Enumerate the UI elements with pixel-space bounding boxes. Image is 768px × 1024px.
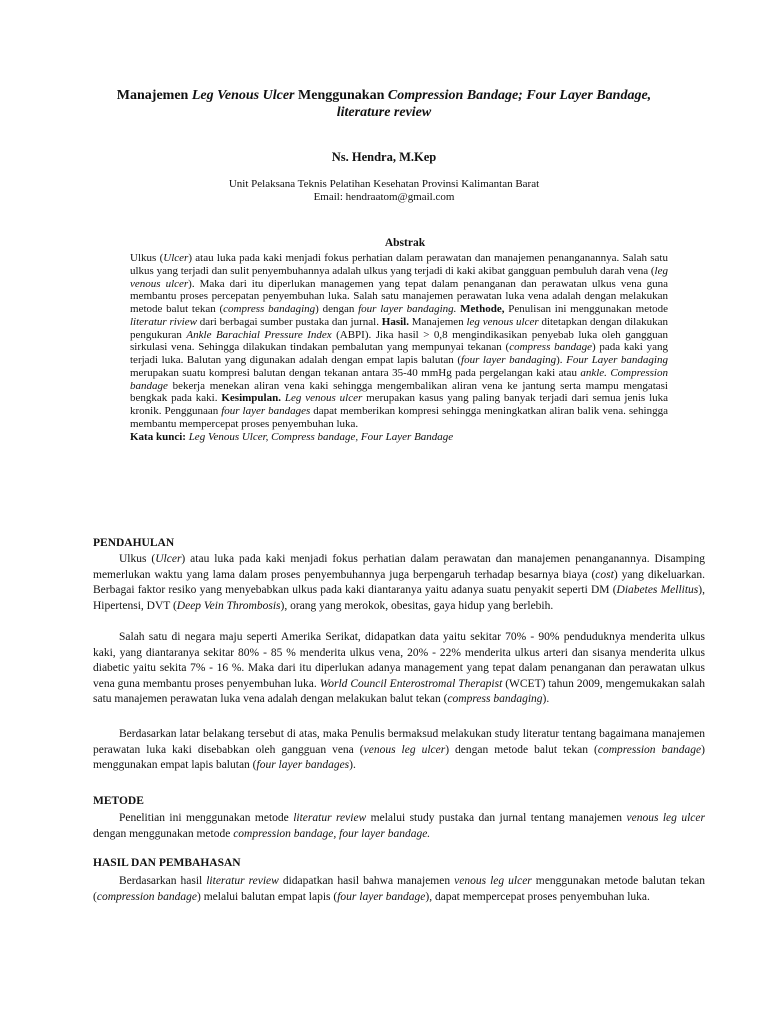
text-run: Penelitian ini menggunakan metode	[119, 812, 294, 824]
text-run: Penulisan ini menggunakan metode	[504, 303, 669, 315]
pendahuluan-paragraph-3	[93, 727, 705, 774]
text-run: ankle. Compression bandage	[130, 366, 668, 392]
text-run: four layer bandaging	[461, 354, 557, 366]
text-run: Manajemen	[408, 315, 467, 328]
text-run: menggunakan metode balutan tekan (	[93, 875, 705, 903]
text-run: Methode,	[460, 303, 505, 315]
text-run: compress bandaging	[447, 693, 543, 705]
title-part: Compression Bandage; Four Layer Bandage,	[387, 88, 652, 103]
text-run: compression bandage, four layer bandage.	[233, 827, 431, 840]
text-run: bekerja menekan aliran vena kaki sehingga mengembalikan aliran vena ke jantung serta mampu mengatasi bengkak pada kaki.	[130, 379, 668, 405]
abstract-heading: Abstrak	[384, 237, 426, 249]
text-run: Ulcer	[163, 252, 189, 264]
text-run: Ulcer	[155, 553, 182, 565]
text-run: ) dengan	[315, 303, 359, 315]
text-run: ) dengan metode balut tekan (	[445, 743, 598, 756]
title-part: Manajemen	[116, 88, 192, 103]
text-run: ).	[542, 693, 550, 705]
text-run: ) pada kaki yang terjadi luka. Balutan yang digunakan adalah dengan empat lapis balutan (	[130, 341, 668, 366]
title-part: literature review	[336, 105, 432, 120]
text-run: (WCET) tahun 2009, mengemukakan salah satu manajemen perawatan luka vena adalah dengan melakukan balut tekan (	[93, 677, 705, 705]
keywords	[130, 431, 668, 444]
text-run: dengan menggunakan metode	[93, 827, 234, 840]
text-run: venous leg ulcer	[363, 743, 446, 756]
text-run: ) atau luka pada kaki menjadi fokus perhatian dalam perawatan dan manajemen penanganannya. Salah satu ulkus yang terjadi dan sulit penyembuhannya adalah ulkus yang terjadi di kaki akibat gangguan pembuluh darah vena (	[130, 252, 668, 277]
text-run: ), Hipertensi, DVT (	[93, 584, 705, 612]
text-run: ) melalui balutan empat lapis (	[197, 890, 338, 903]
text-run: (ABPI). Jika hasil > 0,8 mengindikasikan penyebab luka oleh gangguan sirkulasi vena. Sehingga dilakukan tindakan pembalutan yang mempunyai tekanan (	[130, 328, 668, 354]
text-run: ) yang dikeluarkan. Berbagai faktor resiko yang menyebabkan ulkus pada kaki diantaranya yaitu adanya suatu penyakit seperti DM (	[93, 568, 705, 596]
text-run: four layer bandaging.	[358, 303, 457, 315]
text-run: World Council Enterostromal Therapist	[319, 677, 503, 690]
text-run: Leg venous ulcer	[284, 392, 363, 405]
text-run: Ankle Barachial Pressure Index	[186, 328, 332, 341]
text-run: Four Layer bandaging	[566, 354, 668, 366]
text-run: ).	[349, 759, 356, 771]
affiliation-email: Email: hendraatom@gmail.com	[313, 191, 455, 203]
text-run: ditetapkan dengan dilakukan pengukuran	[130, 315, 668, 341]
text-run: literatur riview	[130, 315, 197, 328]
pendahuluan-paragraph-1	[93, 552, 705, 614]
text-run: four layer bandages	[256, 759, 350, 771]
affiliation-unit: Unit Pelaksana Teknis Pelatihan Kesehatan Provinsi Kalimantan Barat	[228, 178, 540, 190]
pendahuluan-paragraph-2	[93, 630, 705, 708]
text-run: Berdasarkan latar belakang tersebut di atas, maka Penulis bermaksud melakukan study literatur tentang bagaimana manajemen perawatan luka kaki disebabkan oleh gangguan vena (	[93, 728, 705, 756]
text-run: ). Maka dari itu diperlukan managemen yang tepat dalam penanganan dan perawatan ulkus vena guna membantu proses percepatan penyembuhan luka. Salah satu manajemen perawatan luka vena adalah dengan melakukan metode balut tekan (	[130, 277, 668, 315]
text-run: ).	[556, 354, 567, 366]
text-run: leg venous ulcer	[130, 264, 668, 290]
text-run: Salah satu di negara maju seperti Amerika Serikat, didapatkan data yaitu sekitar 70% - 90% penduduknya menderita ulkus kaki, yang diantaranya sekitar 80% - 85 % menderita ulkus vena, 20% - 22% menderita ulkus arteri dan sisanya menderita ulkus diabetic yaitu sekita 7% - 16 %. Maka dari itu diperlukan adanya management yang tepat dalam penanganan dan perawatan ulkus vena guna membantu proses penyembuhan luka.	[93, 631, 705, 690]
abstract-body	[130, 252, 668, 443]
text-run: literatur review	[293, 812, 367, 824]
section-heading-metode: METODE	[93, 795, 144, 807]
abstract-text	[130, 252, 668, 431]
text-run: Diabetes Mellitus	[616, 584, 699, 596]
text-run: compression bandage	[597, 743, 702, 756]
text-run: leg venous ulcer	[466, 315, 539, 328]
text-run: melalui study pustaka dan jurnal tentang manajemen	[366, 812, 627, 824]
text-run: compress bandage	[509, 341, 592, 354]
metode-paragraph	[93, 811, 705, 842]
text-run: Hasil.	[381, 315, 409, 328]
section-heading-pendahuluan: PENDAHULAN	[93, 537, 175, 549]
text-run: four layer bandage	[337, 890, 426, 903]
text-run: dapat memberikan kompresi sehingga meningkatkan aliran balik vena. sehingga membantu mempercepat proses penyembuhan luka.	[130, 405, 668, 430]
text-run: ), dapat mempercepat proses penyembuhan luka.	[425, 890, 650, 903]
text-run: merupakan suatu kompresi balutan dengan tekanan antara 35-40 mmHg pada pergelangan kaki atau	[130, 366, 581, 379]
text-run: Deep Vein Thrombosis	[176, 599, 281, 612]
text-run: literatur review	[206, 875, 279, 887]
text-run: dari berbagai sumber pustaka dan jurnal.	[196, 315, 382, 328]
hasil-paragraph	[93, 874, 705, 905]
paper-title	[60, 87, 708, 121]
text-run: four layer bandages	[221, 405, 311, 417]
title-part: Menggunakan	[294, 88, 388, 103]
text-run: merupakan kasus yang paling banyak terjadi dari semua jenis luka kronik. Penggunaan	[130, 392, 669, 417]
text-run: Ulkus (	[130, 252, 164, 264]
text-run: Leg Venous Ulcer, Compress bandage, Four Layer Bandage	[185, 430, 454, 443]
text-run: cost	[595, 568, 614, 581]
text-run: Kesimpulan.	[221, 392, 281, 405]
text-run: didapatkan hasil bahwa manajemen	[278, 875, 455, 887]
text-run: ) atau luka pada kaki menjadi fokus perhatian dalam perawatan dan manajemen penanganannya. Disamping memerlukan waktu yang lama dalam proses penyembuhannya juga berpengaruh terhadap besarnya biaya (	[93, 553, 705, 581]
text-run: Kata kunci:	[130, 430, 186, 443]
text-run: ) menggunakan empat lapis balutan (	[93, 743, 705, 771]
author-name: Ns. Hendra, M.Kep	[331, 150, 437, 164]
text-run: venous leg ulcer	[454, 875, 532, 887]
text-run: compress bandaging	[223, 303, 316, 315]
text-run: Ulkus (	[119, 553, 156, 565]
section-heading-hasil: HASIL DAN PEMBAHASAN	[93, 857, 241, 869]
text-run: ), orang yang merokok, obesitas, gaya hidup yang berlebih.	[280, 599, 554, 612]
affiliation	[0, 178, 768, 204]
title-part: Leg Venous Ulcer	[191, 88, 295, 103]
text-run: Berdasarkan hasil	[119, 875, 207, 887]
text-run: venous leg ulcer	[626, 812, 705, 824]
text-run: compression bandage	[96, 890, 198, 903]
